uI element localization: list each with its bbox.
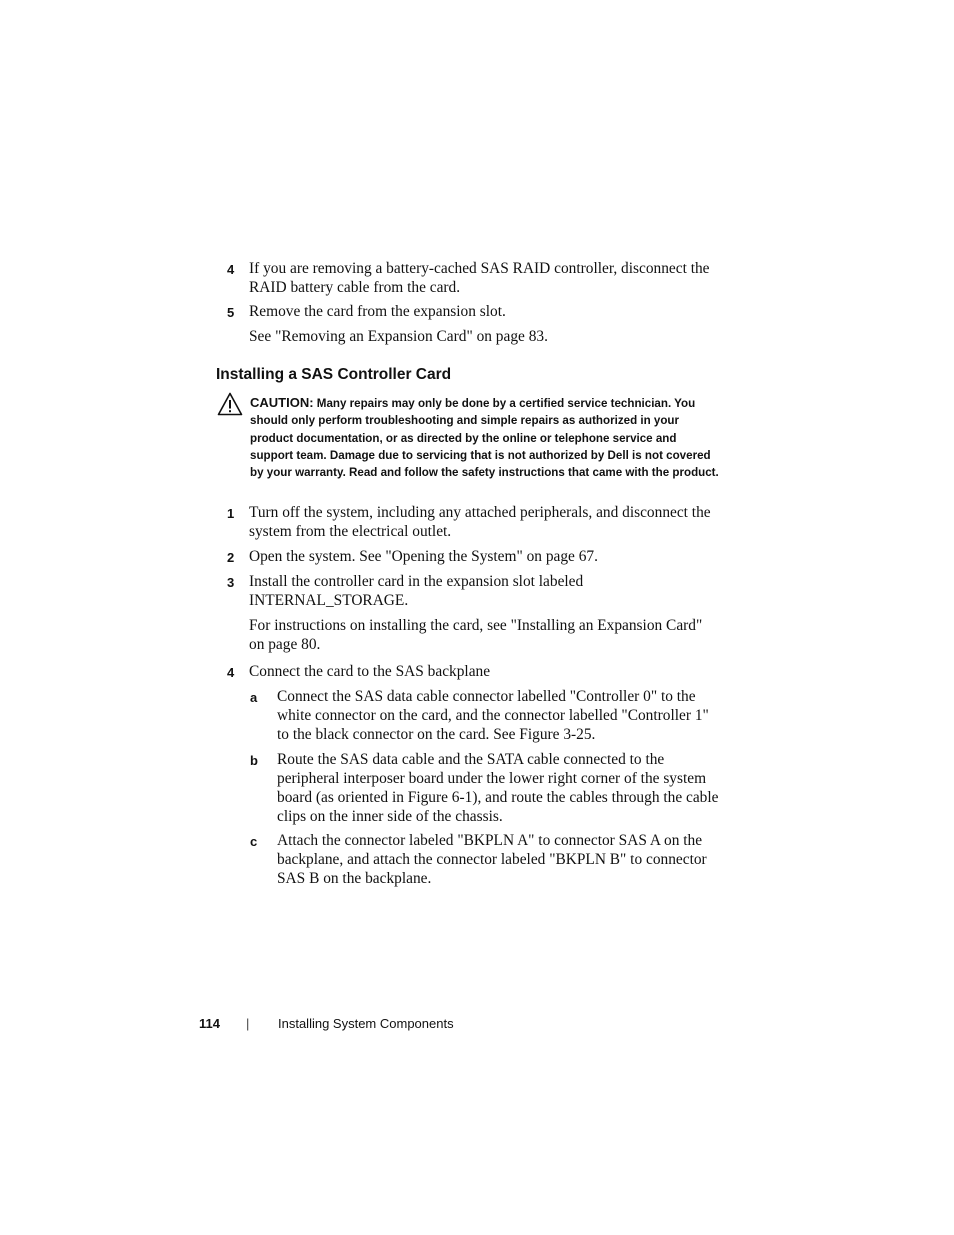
step-text: If you are removing a battery-cached SAS RAID controller, disconnect the RAID battery cable from the card. — [249, 260, 710, 296]
step-number: 4 — [227, 665, 235, 680]
step-number: 1 — [227, 506, 235, 521]
step-text: Install the controller card in the expansion slot labeled INTERNAL_STORAGE. — [249, 573, 584, 609]
install-note-text: For instructions on installing the card, see "Installing an Expansion Card" on page 80. — [249, 617, 703, 653]
caution-text: Many repairs may only be done by a certified service technician. You should only perform troubleshooting and simple repairs as authorized in your product documentation, or as directed by the online or telephone service and support team. Damage due to servicing that is not authorized by Dell is not covered by your warranty. Read and follow the safety instructions that came with the product. — [250, 397, 719, 480]
substep-letter: a — [250, 690, 258, 705]
substep-text: Route the SAS data cable and the SATA cable connected to the peripheral interposer board under the lower right corner of the system board (as oriented in Figure 6-1), and route the cables through the cable clips on the inner side of the chassis. — [277, 751, 719, 825]
step-number: 4 — [227, 262, 235, 277]
chapter-title: Installing System Components — [278, 1016, 454, 1031]
cross-reference-text: See "Removing an Expansion Card" on page 83. — [249, 328, 548, 345]
caution-label: CAUTION: — [250, 395, 314, 410]
substep-text: Attach the connector labeled "BKPLN A" to connector SAS A on the backplane, and attach the connector labeled "BKPLN B" to connector SAS B on the backplane. — [277, 832, 707, 887]
footer-separator: | — [246, 1016, 250, 1031]
substep-letter: b — [250, 753, 258, 768]
step-text: Remove the card from the expansion slot. — [249, 303, 506, 320]
step-text: Turn off the system, including any attached peripherals, and disconnect the system from the electrical outlet. — [249, 504, 711, 540]
substep-letter: c — [250, 834, 258, 849]
caution-note — [250, 394, 720, 481]
step-number: 5 — [227, 305, 235, 320]
substep-text: Connect the SAS data cable connector labelled "Controller 0" to the white connector on the card, and the connector labelled "Controller 1" to the black connector on the card. See Figure 3-25. — [277, 688, 709, 743]
step-number: 2 — [227, 550, 235, 565]
warning-triangle-icon — [217, 392, 243, 416]
step-text: Connect the card to the SAS backplane — [249, 663, 491, 680]
step-number: 3 — [227, 575, 235, 590]
section-heading: Installing a SAS Controller Card — [216, 366, 452, 383]
page-number: 114 — [199, 1016, 220, 1031]
step-text: Open the system. See "Opening the System" on page 67. — [249, 548, 598, 565]
